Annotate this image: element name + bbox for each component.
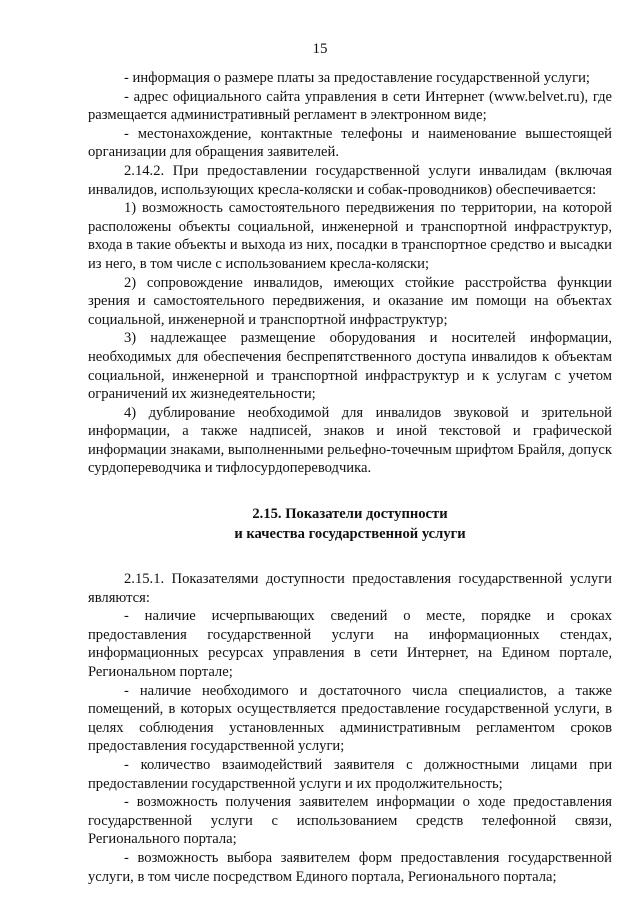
page-number: 15: [312, 41, 328, 57]
list-item-progress-info: - возможность получения заявителем информации о ходе предоставления государственной услуги с использованием средств телефонной связи, Регионального портала;: [88, 794, 612, 848]
paragraph-website-address: - адрес официального сайта управления в сети Интернет (www.belvet.ru), где размещается административный регламент в электронном виде;: [88, 88, 612, 124]
list-item-information-availability: - наличие исчерпывающих сведений о месте, порядке и сроках предоставления государственной услуги на информационных стендах, информационных ресурсах управления в сети Интернет, на Едином портале, Региональном портале;: [88, 608, 612, 681]
list-item-4-duplication: 4) дублирование необходимой для инвалидов звуковой и зрительной информации, а также надписей, знаков и иной текстовой и графической информации знаками, выполненными рельефно-точечным шрифтом Брайля, допуск сурдопереводчика и тифлосурдопереводчика.: [88, 404, 612, 477]
paragraph-fee-info: - информация о размере платы за предоставление государственной услуги;: [124, 70, 590, 86]
list-item-1-movement: 1) возможность самостоятельного передвижения по территории, на которой расположены объекты социальной, инженерной и транспортной инфраструктур, входа в такие объекты и выхода из них, посадки в транспортное средство и высадки из него, в том числе с использованием кресла-коляски;: [88, 200, 612, 272]
list-item-3-equipment: 3) надлежащее размещение оборудования и носителей информации, необходимых для обеспечения беспрепятственного доступа инвалидов к объектам социальной, инженерной и транспортной инфраструктур и к услугам с учетом ограничений их жизнедеятельности;: [88, 330, 612, 403]
section-heading-line-1: 2.15. Показатели доступности: [252, 506, 448, 523]
document-body: [88, 69, 612, 886]
paragraph-higher-organization: - местонахождение, контактные телефоны и наименование вышестоящей организации для обращения заявителей.: [88, 125, 612, 161]
section-heading-line-2: и качества государственной услуги: [234, 526, 466, 543]
section-heading-2-15: [88, 504, 612, 544]
paragraph-2-14-2: 2.14.2. При предоставлении государственной услуги инвалидам (включая инвалидов, использующих кресла-коляски и собак-проводников) обеспечивается:: [88, 162, 612, 198]
list-item-form-choice: - возможность выбора заявителем форм предоставления государственной услуги, в том числе посредством Единого портала, Регионального портала;: [88, 849, 612, 885]
list-item-staff-availability: - наличие необходимого и достаточного числа специалистов, а также помещений, в которых осуществляется предоставление государственной услуги, в целях соблюдения установленных административным регламентом сроков предоставления государственной услуги;: [88, 682, 612, 755]
list-item-interactions-count: - количество взаимодействий заявителя с должностными лицами при предоставлении государственной услуги и их продолжительность;: [88, 757, 612, 792]
list-item-2-escort: 2) сопровождение инвалидов, имеющих стойкие расстройства функции зрения и самостоятельного передвижения, и оказание им помощи на объектах социальной, инженерной и транспортной инфраструктур;: [88, 274, 612, 328]
paragraph-2-15-1: 2.15.1. Показателями доступности предоставления государственной услуги являются:: [88, 571, 612, 606]
